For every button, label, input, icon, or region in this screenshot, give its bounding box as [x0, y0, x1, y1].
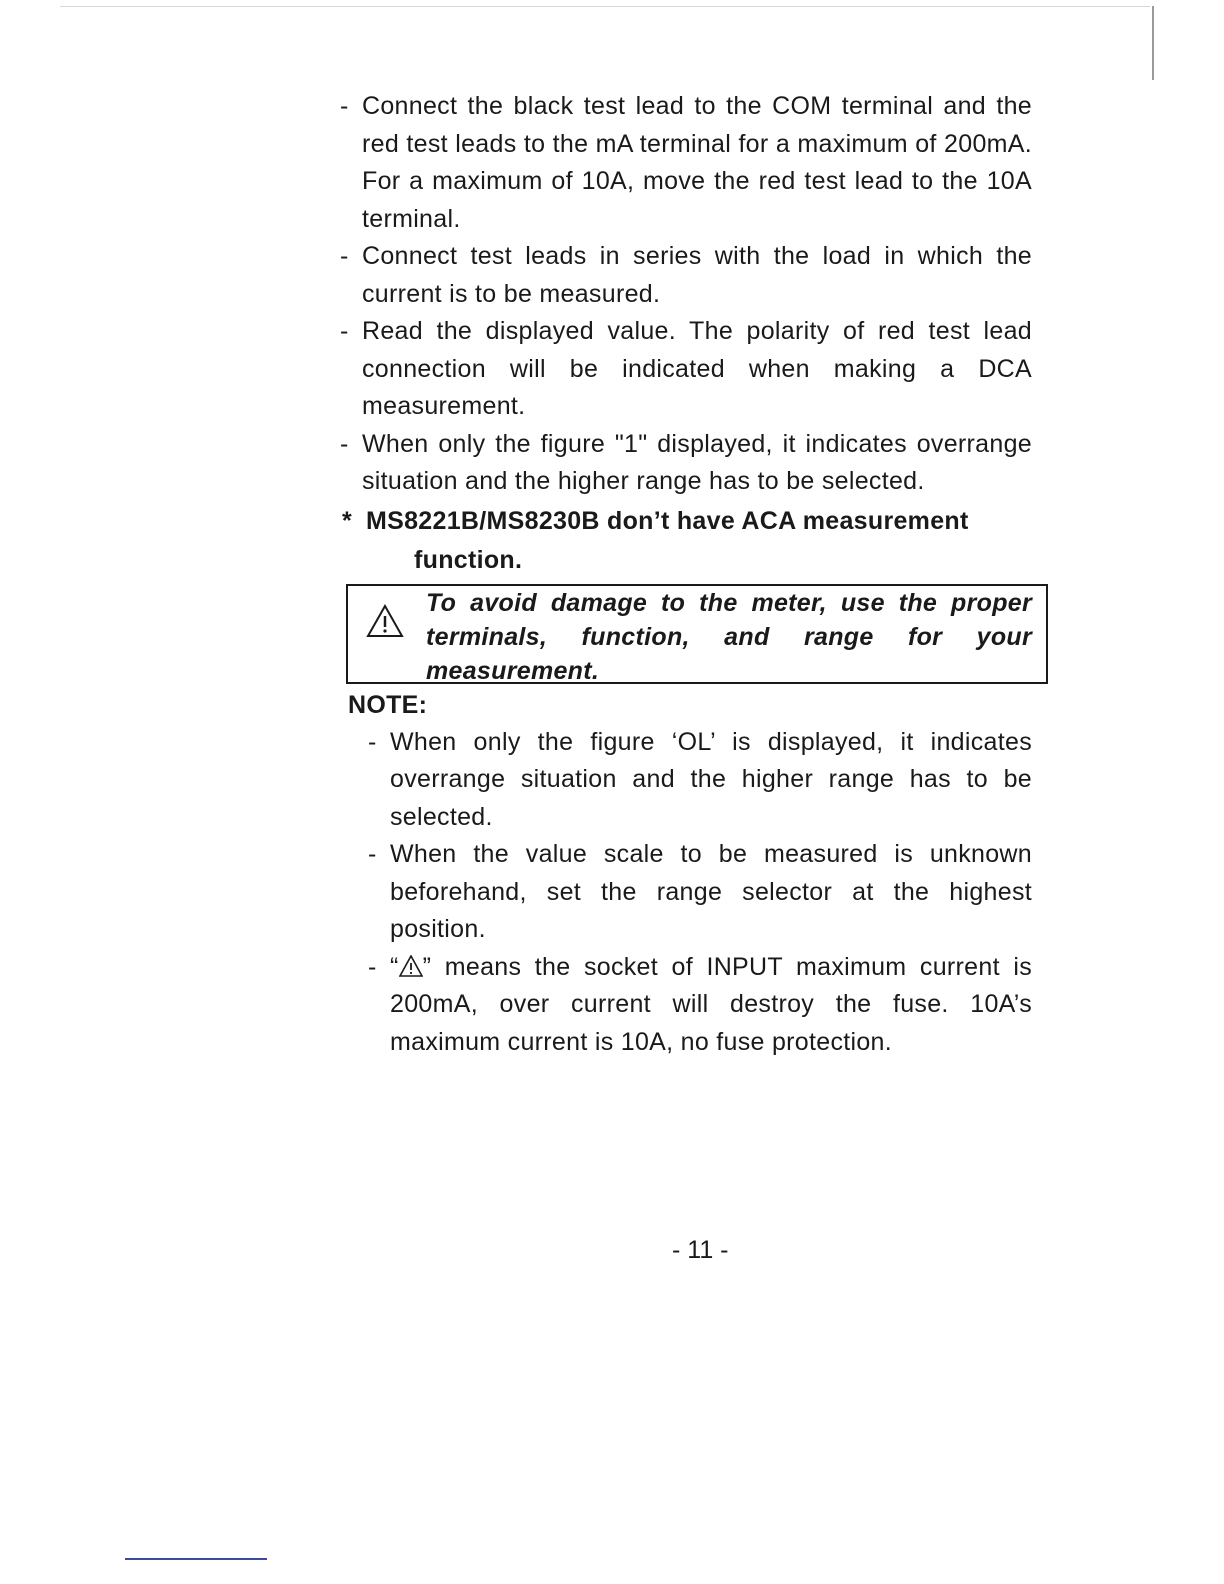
scan-edge-top: [60, 6, 1150, 7]
instruction-text: Connect test leads in series with the load in which the current is to be measured.: [362, 242, 1032, 308]
warning-triangle-icon: [366, 604, 404, 638]
symbol-description: means the socket of INPUT maximum current is 200mA, over current will destroy the fuse. 10A’s maximum current is 10A, no fuse protection.: [390, 952, 1032, 1056]
open-quote: “: [390, 952, 399, 981]
note-title: NOTE:: [348, 690, 428, 719]
warning-text: To avoid damage to the meter, use the proper terminals, function, and range for your measurement.: [426, 588, 1032, 685]
warning-triangle-icon: [399, 955, 423, 977]
note-item: [368, 836, 1032, 949]
close-quote: ”: [422, 952, 432, 981]
bullet-dash: -: [340, 429, 349, 458]
asterisk-mark: *: [342, 506, 353, 535]
bullet-dash: -: [340, 317, 349, 345]
instruction-item: [340, 238, 1032, 313]
bullet-dash: -: [368, 840, 377, 868]
warning-box: [346, 584, 1048, 684]
instruction-text: Connect the black test lead to the COM terminal and the red test leads to the mA terminal for a maximum of 200mA. For a maximum of 10A, move the red test lead to the 10A terminal.: [362, 92, 1032, 233]
note-list: [368, 724, 1032, 1062]
model-note-line-1: MS8221B/MS8230B don’t have ACA measurement: [366, 506, 969, 535]
note-text: When the value scale to be measured is unknown beforehand, set the range selector at the highest position.: [390, 840, 1032, 943]
bullet-dash: -: [368, 727, 377, 756]
page-number-text: - 11 -: [672, 1236, 729, 1264]
bullet-dash: -: [340, 92, 349, 120]
note-item: [368, 949, 1032, 1062]
model-note: [340, 502, 1032, 580]
instruction-item: [340, 88, 1032, 238]
scan-edge-bottom: [125, 1558, 267, 1560]
instruction-text: When only the figure "1" displayed, it indicates overrange situation and the higher range has to be selected.: [362, 429, 1032, 495]
note-item: [368, 724, 1032, 837]
instruction-text: Read the displayed value. The polarity of red test lead connection will be indicated when making a DCA measurement.: [362, 317, 1032, 420]
instruction-item: [340, 426, 1032, 501]
note-text-symbol: [390, 949, 1032, 1062]
note-text: When only the figure ‘OL’ is displayed, it indicates overrange situation and the higher range has to be selected.: [390, 727, 1032, 831]
page-content: [340, 88, 1032, 1061]
bullet-dash: -: [368, 952, 377, 981]
model-note-line-2: function.: [414, 545, 523, 574]
scan-edge-right: [1152, 6, 1154, 80]
instruction-item: [340, 313, 1032, 426]
bullet-dash: -: [340, 242, 349, 270]
